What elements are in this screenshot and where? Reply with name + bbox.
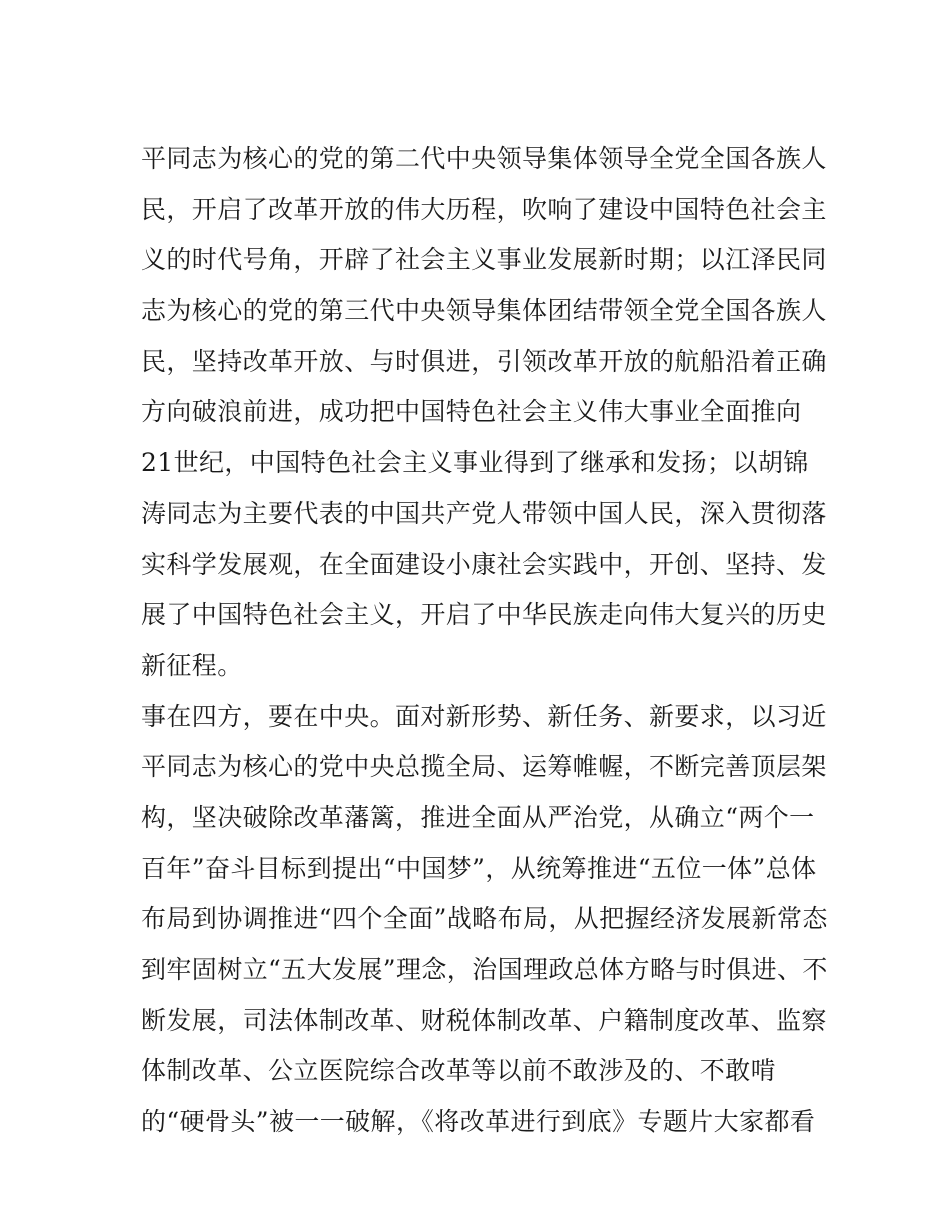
- text-line-1: 平同志为核心的党的第二代中央领导集体领导全党全国各族人: [141, 144, 827, 173]
- text-line-15: 百年”奋斗目标到提出“中国梦”，从统筹推进“五位一体”总体: [141, 853, 817, 883]
- text-line-4: 志为核心的党的第三代中央领导集体团结带领全党全国各族人: [141, 296, 827, 326]
- text-line-2: 民，开启了改革开放的伟大历程，吹响了建设中国特色社会主: [141, 194, 827, 224]
- text-line-13: 平同志为核心的党中央总揽全局、运筹帷幄，不断完善顶层架: [141, 752, 827, 782]
- text-line-14: 构，坚决破除改革藩篱，推进全面从严治党，从确立“两个一: [141, 802, 815, 832]
- text-line-11: 新征程。: [141, 650, 243, 680]
- text-line-9: 实科学发展观，在全面建设小康社会实践中，开创、坚持、发: [141, 549, 827, 579]
- text-line-19: 体制改革、公立医院综合改革等以前不敢涉及的、不敢啃: [141, 1056, 777, 1086]
- text-line-20: 的“硬骨头”被一一破解，《将改革进行到底》专题片大家都看: [141, 1107, 816, 1137]
- text-line-10: 展了中国特色社会主义，开启了中华民族走向伟大复兴的历史: [141, 600, 827, 630]
- text-line-6: 方向破浪前进，成功把中国特色社会主义伟大事业全面推向: [141, 397, 802, 427]
- text-line-12: 事在四方，要在中央。面对新形势、新任务、新要求，以习近: [141, 701, 827, 731]
- text-line-16: 布局到协调推进“四个全面”战略布局，从把握经济发展新常态: [141, 904, 828, 934]
- text-line-5: 民，坚持改革开放、与时俱进，引领改革开放的航船沿着正确: [141, 346, 827, 376]
- body-text: [141, 134, 828, 1148]
- text-line-3: 义的时代号角，开辟了社会主义事业发展新时期；以江泽民同: [141, 245, 827, 275]
- text-line-17: 到牢固树立“五大发展”理念，治国理政总体方略与时俱进、不: [141, 955, 828, 984]
- text-line-7: 21世纪，中国特色社会主义事业得到了继承和发扬；以胡锦: [141, 448, 809, 478]
- text-line-18: 断发展，司法体制改革、财税体制改革、户籍制度改革、监察: [141, 1005, 827, 1035]
- text-line-8: 涛同志为主要代表的中国共产党人带领中国人民，深入贯彻落: [141, 498, 827, 528]
